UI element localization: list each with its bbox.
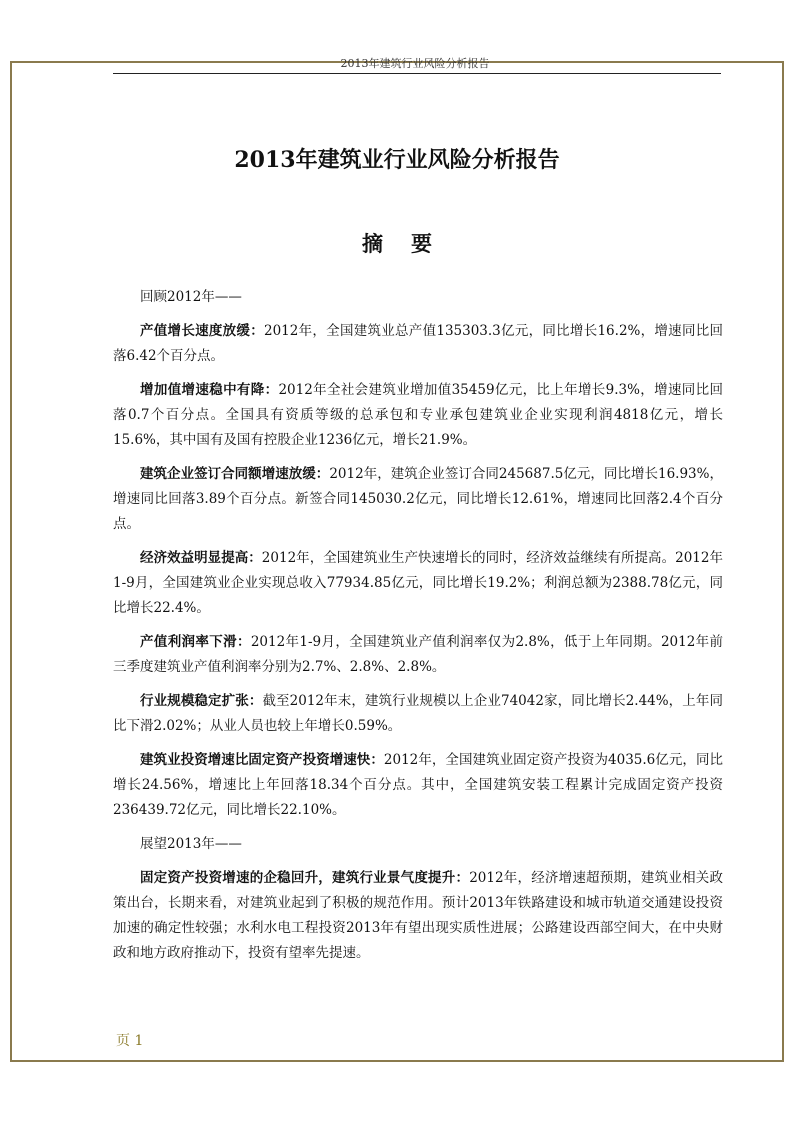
paragraph-lead: 产值增长速度放缓：: [140, 323, 264, 339]
paragraph-contracts: 建筑企业签订合同额增速放缓：2012年，建筑企业签订合同245687.5亿元，同比增长16.93%，增速同比回落3.89个百分点。新签合同145030.2亿元，同比增长12.61%，增速同比回落2.4个百分点。: [113, 466, 724, 532]
paragraph-economic-benefit: 经济效益明显提高：2012年，全国建筑业生产快速增长的同时，经济效益继续有所提高。2012年1-9月，全国建筑业企业实现总收入77934.85亿元，同比增长19.2%；利润总额为2388.78亿元，同比增长22.4%。: [113, 550, 723, 616]
paragraph-outlook-intro: 展望2013年——: [140, 836, 242, 852]
abstract-body: [113, 285, 723, 975]
document-title: 2013年建筑业行业风险分析报告: [234, 147, 560, 173]
paragraph-value-added: 增加值增速稳中有降：2012年全社会建筑业增加值35459亿元，比上年增长9.3%，增速同比回落0.7个百分点。全国具有资质等级的总承包和专业承包建筑业企业实现利润4818亿元，增长15.6%，其中国有及国有控股企业1236亿元，增长21.9%。: [113, 382, 724, 448]
paragraph-review-intro: 回顾2012年——: [140, 289, 242, 305]
page-number: 页 1: [116, 1033, 144, 1049]
paragraph-lead: 经济效益明显提高：: [140, 550, 262, 566]
paragraph-lead: 增加值增速稳中有降：: [140, 382, 279, 398]
paragraph-investment: 建筑业投资增速比固定资产投资增速快：2012年，全国建筑业固定资产投资为4035.6亿元，同比增长24.56%，增速比上年回落18.34个百分点。其中，全国建筑安装工程累计完成固定资产投资236439.72亿元，同比增长22.10%。: [113, 752, 724, 818]
section-heading-abstract: 摘要: [362, 231, 460, 256]
paragraph-lead: 建筑业投资增速比固定资产投资增速快：: [140, 752, 384, 768]
paragraph-profit-margin: 产值利润率下滑：2012年1-9月，全国建筑业产值利润率仅为2.8%，低于上年同期。2012年前三季度建筑业产值利润率分别为2.7%、2.8%、2.8%。: [113, 634, 724, 675]
paragraph-lead: 行业规模稳定扩张：: [140, 693, 263, 709]
running-header: 2013年建筑行业风险分析报告: [340, 57, 490, 70]
header-rule: [113, 73, 721, 74]
paragraph-outlook: 固定资产投资增速的企稳回升，建筑行业景气度提升：2012年，经济增速超预期，建筑业相关政策出台，长期来看，对建筑业起到了积极的规范作用。预计2013年铁路建设和城市轨道交通建设投资加速的确定性较强；水利水电工程投资2013年有望出现实质性进展；公路建设西部空间大，在中央财政和地方政府推动下，投资有望率先提速。: [113, 870, 723, 961]
paragraph-lead: 固定资产投资增速的企稳回升，建筑行业景气度提升：: [140, 870, 470, 886]
paragraph-industry-scale: 行业规模稳定扩张：截至2012年末，建筑行业规模以上企业74042家，同比增长2.44%，上年同比下滑2.02%；从业人员也较上年增长0.59%。: [113, 693, 724, 734]
paragraph-lead: 建筑企业签订合同额增速放缓：: [140, 466, 330, 482]
paragraph-lead: 产值利润率下滑：: [140, 634, 251, 650]
paragraph-output-growth: 产值增长速度放缓：2012年，全国建筑业总产值135303.3亿元，同比增长16.2%，增速同比回落6.42个百分点。: [113, 323, 724, 364]
